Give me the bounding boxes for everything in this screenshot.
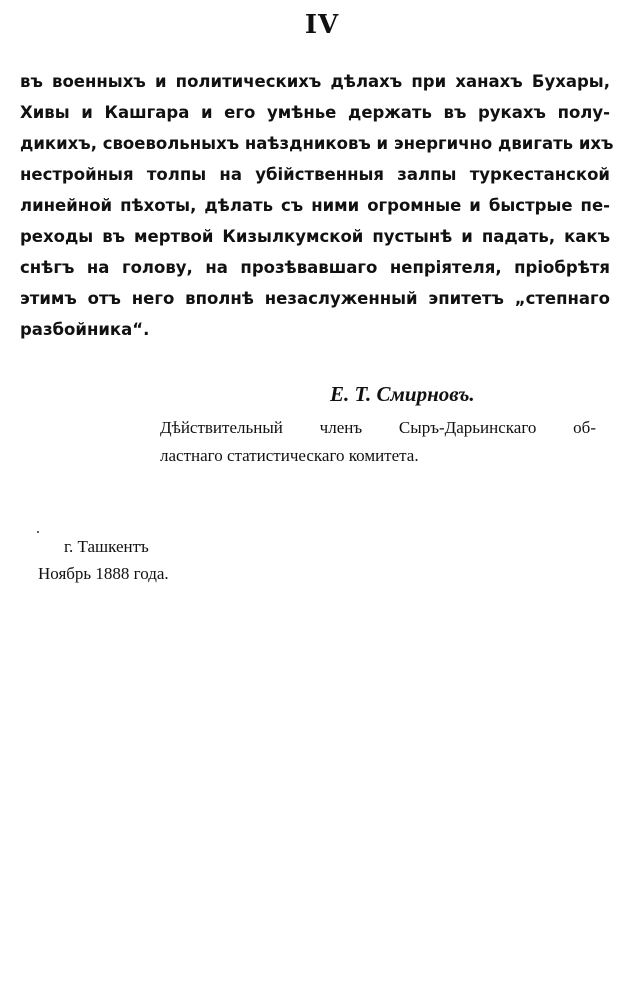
ink-speck: [37, 531, 39, 533]
body-line: разбойника“.: [20, 320, 150, 339]
author-title-line: ластнаго статистическаго комитета.: [160, 446, 419, 465]
body-line: снѣгъ на голову, на прозѣвавшаго непріятеля, пріобрѣтя: [20, 258, 610, 277]
body-paragraph: [20, 66, 614, 345]
body-line: линейной пѣхоты, дѣлать съ ними огромные и быстрые пе-: [20, 196, 610, 215]
body-line: реходы въ мертвой Кизылкумской пустынѣ и падать, какъ: [20, 227, 610, 246]
author-signature: Е. Т. Смирновъ.: [330, 382, 475, 406]
body-line: въ военныхъ и политическихъ дѣлахъ при ханахъ Бухары,: [20, 72, 610, 91]
author-title-line: Дѣйствительный членъ Сыръ-Дарьинскаго об-: [160, 418, 596, 437]
body-line: дикихъ, своевольныхъ наѣздниковъ и энергично двигать ихъ: [20, 134, 614, 153]
date-line: Ноябрь 1888 года.: [38, 564, 169, 583]
page-number: IV: [304, 10, 340, 40]
body-line: Хивы и Кашгара и его умѣнье держать въ рукахъ полу-: [20, 103, 610, 122]
author-title: [160, 414, 596, 470]
place-line: г. Ташкентъ: [64, 537, 149, 556]
body-line: этимъ отъ него вполнѣ незаслуженный эпитетъ „степнаго: [20, 289, 610, 308]
body-line: нестройныя толпы на убійственныя залпы туркестанской: [20, 165, 610, 184]
